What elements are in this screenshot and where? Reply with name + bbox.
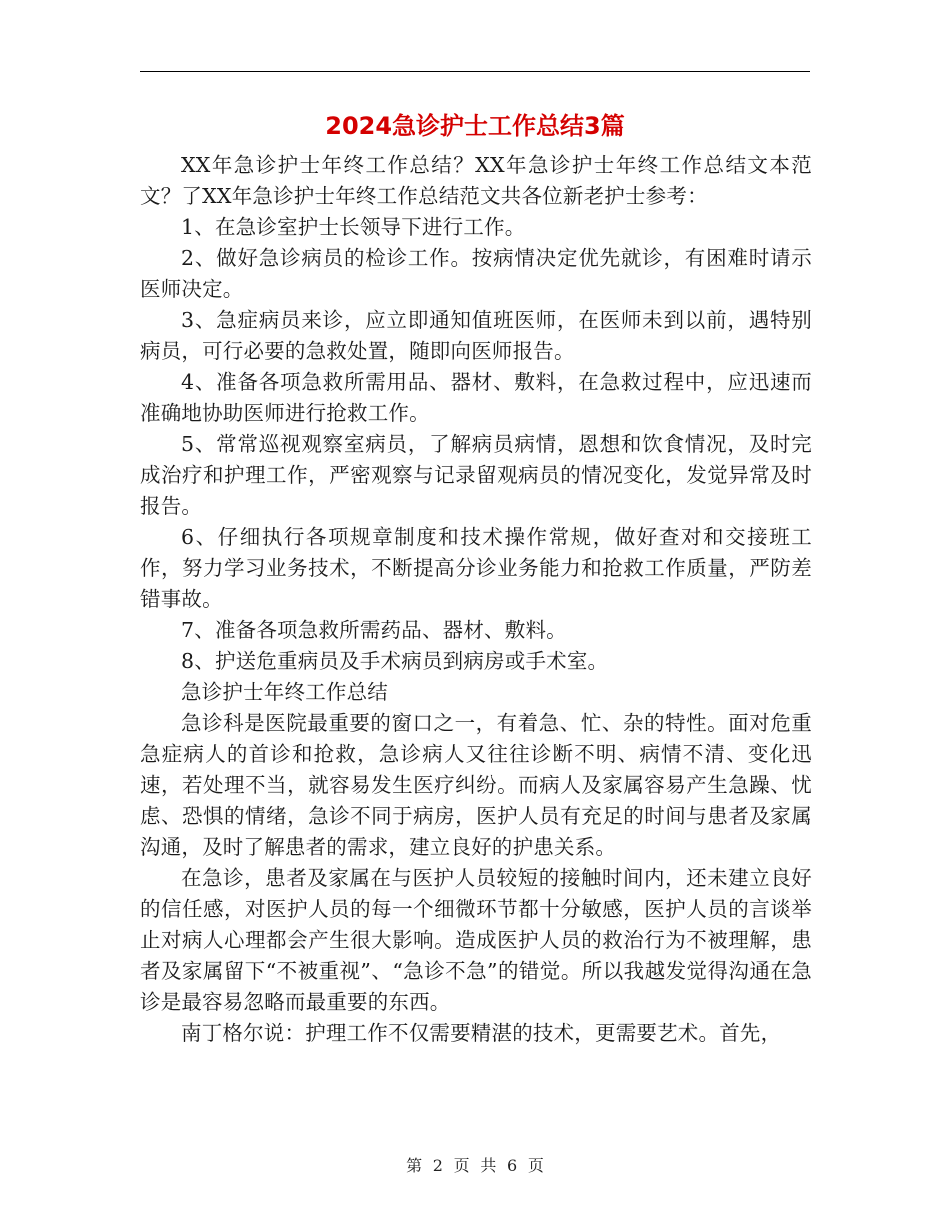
duty-item-1: 1、在急诊室护士长领导下进行工作。 — [181, 215, 526, 239]
page-footer: 第 2 页 共 6 页 — [406, 1156, 544, 1175]
section-heading: 急诊护士年终工作总结 — [181, 680, 388, 704]
duty-item-8: 8、护送危重病员及手术病员到病房或手术室。 — [181, 649, 609, 673]
document-title: 2024急诊护士工作总结3篇 — [325, 112, 625, 140]
duty-item-3: 3、急症病员来诊，应立即通知值班医师，在医师未到以前，遇特别病员，可行必要的急救处置，随即向医师报告。 — [140, 308, 812, 363]
body-paragraph: 在急诊，患者及家属在与医护人员较短的接触时间内，还未建立良好的信任感，对医护人员的每一个细微环节都十分敏感，医护人员的言谈举止对病人心理都会产生很大影响。造成医护人员的救治行为不被理解，患者及家属留下“不被重视”、“急诊不急”的错觉。所以我越发觉得沟通在急诊是最容易忽略而最重要的东西。 — [140, 866, 812, 1014]
duty-item-2: 2、做好急诊病员的检诊工作。按病情决定优先就诊，有困难时请示医师决定。 — [140, 246, 812, 301]
body-paragraph: 急诊科是医院最重要的窗口之一，有着急、忙、杂的特性。面对危重急症病人的首诊和抢救，急诊病人又往往诊断不明、病情不清、变化迅速，若处理不当，就容易发生医疗纠纷。而病人及家属容易产生急躁、忧虑、恐惧的情绪，急诊不同于病房，医护人员有充足的时间与患者及家属沟通，及时了解患者的需求，建立良好的护患关系。 — [140, 711, 812, 859]
document-body — [140, 150, 812, 1049]
intro-paragraph: XX年急诊护士年终工作总结？XX年急诊护士年终工作总结文本范文？了XX年急诊护士年终工作总结范文共各位新老护士参考： — [140, 153, 812, 208]
duty-item-5: 5、常常巡视观察室病员，了解病员病情，恩想和饮食情况，及时完成治疗和护理工作，严密观察与记录留观病员的情况变化，发觉异常及时报告。 — [140, 432, 812, 518]
duty-item-7: 7、准备各项急救所需药品、器材、敷料。 — [181, 618, 567, 642]
body-paragraph: 南丁格尔说：护理工作不仅需要精湛的技术，更需要艺术。首先， — [181, 1021, 782, 1045]
duty-item-4: 4、准备各项急救所需用品、器材、敷料，在急救过程中，应迅速而准确地协助医师进行抢救工作。 — [140, 370, 812, 425]
duty-item-6: 6、仔细执行各项规章制度和技术操作常规，做好查对和交接班工作，努力学习业务技术，不断提高分诊业务能力和抢救工作质量，严防差错事故。 — [140, 525, 812, 611]
header-rule — [140, 71, 810, 72]
